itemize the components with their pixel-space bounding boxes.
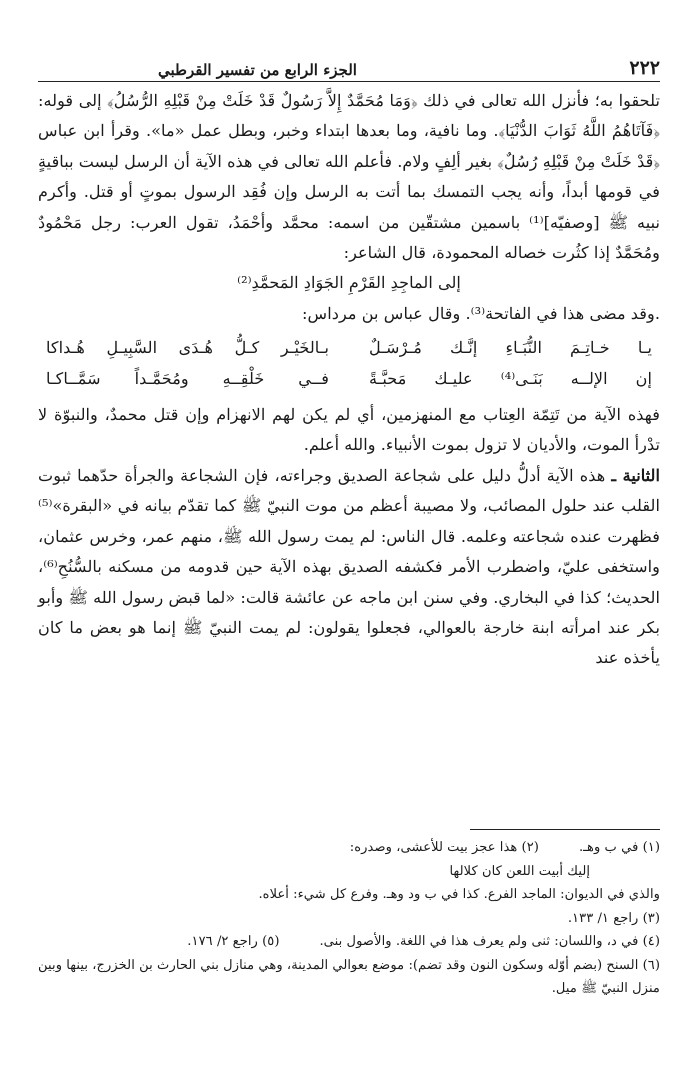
footnote-5: (٥) راجع ٢/ ١٧٦. (187, 934, 280, 949)
paragraph-4-text: هذه الآية أدلُّ دليل على شجاعة الصديق وجراءته، فإن الشجاعة والجرأة حدّهما ثبوت القلب عند حلول المصائب، ولا مصيبة أعظم من موت النبيّ ﷺ كما تقدّم بيانه في «البقرة»⁽⁵⁾ فظهرت عنده شجاعته وعلمه. قال الناس: لم يمت رسول الله ﷺ، منهم عمر، وخرس عثمان، واستخفى عليّ، واضطرب الأمر فكشفه الصديق بهذه الآية حين قدومه من مسكنه بالسُّنُحِ⁽⁶⁾، الحديث؛ كذا في البخاري. وفي سنن ابن ماجه عن عائشة قالت: «لما قبض رسول الله ﷺ وأبو بكر عند امرأته ابنة خارجة بالعوالي، فجعلوا يقولون: لم يمت النبيّ ﷺ إنما هو بعض ما كان يأخذه عند (38, 465, 660, 668)
footnotes (38, 836, 660, 1001)
section-lead: الثانية ـ (611, 465, 660, 485)
paragraph-2: .وقد مضى هذا في الفاتحة⁽³⁾. وقال عباس بن مرداس: (302, 303, 660, 323)
poem-hemistich: بـالخَيْـر كـلُّ هُـدَى السَّبِيـلِ هُـداكا (46, 338, 329, 358)
paragraph-4 (38, 461, 660, 674)
page-number: ٢٢٢ (629, 57, 660, 79)
footnote-2: (٢) هذا عجز بيت للأعشى، وصدره: (349, 840, 539, 855)
footnote-4: (٤) في د، واللسان: ثنى ولم يعرف هذا في اللغة. والأصول بنى. (319, 934, 660, 949)
verse-line: إلى الماجِدِ القَرْمِ الجَوَادِ المَحمَّدِ⁽²⁾ (237, 273, 461, 293)
running-title: الجزء الرابع من تفسير القرطبي (158, 61, 357, 79)
footnote-row (38, 836, 660, 860)
footnote-1: (١) في ب وهـ. (578, 840, 660, 855)
poem-hemistich: إن الإلــه بَنَـى⁽⁴⁾ عليـك مَحبَّـةً (369, 368, 652, 388)
poem (46, 333, 652, 394)
footnote-6: (٦) السنح (بضم أوّله وسكون النون وقد تضم): موضع بعوالي المدينة، وهي منازل بني الحارث بن الخزرج، بينها وبين منزل النبيّ ﷺ ميل. (38, 957, 660, 996)
footnote-row (38, 930, 660, 954)
footnote-2-continued: والذي في الديوان: الماجد الفرع. كذا في ب ود وهـ. وفرع كل شيء: أعلاه. (258, 887, 660, 902)
footnote-2-verse: إليك أبيت اللعن كان كلالها (449, 863, 590, 879)
poem-hemistich: فــي خَلْقِــهِ ومُحَمَّـداً سَمَّــاكـا (46, 368, 329, 388)
paragraph-1: تلحقوا به؛ فأنزل الله تعالى في ذلك ﴿وَمَا مُحَمَّدٌ إِلاَّ رَسُولٌ قَدْ خَلَتْ مِنْ قَبْلِهِ الرُّسُلُ﴾ إلى قوله: ﴿فَآتَاهُمُ اللَّهُ ثَوَابَ الدُّنْيَا﴾. وما نافية، وما بعدها ابتداء وخبر، وبطل عمل «ما». وقرأ ابن عباس ﴿قَدْ خَلَتْ مِنْ قَبْلِهِ رُسُلٌ﴾ بغير ألِفٍ ولام. فأعلم الله تعالى في هذه الآية أن الرسل ليست بباقيةٍ في قومها أبداً، وأنه يجب التمسك بما أتت به الرسل وإن فُقِد الرسول بموتٍ أو قتل. وأكرم نبيه ﷺ [وصفيّه]⁽¹⁾ باسمين مشتقّين من اسمه: محمَّد وأحْمَدُ، تقول العرب: رجل مَحْمُودٌ ومُحَمَّدٌ إذا كثُرت خصاله المحمودة، قال الشاعر: (38, 91, 660, 263)
page-header (38, 50, 660, 82)
poem-hemistich: يـا خـاتِـمَ النُّبَـاءِ إنَّـك مُـرْسَـلٌ (369, 338, 652, 358)
footnote-divider (470, 829, 660, 830)
paragraph-3: فهذه الآية من تَتِمّة العِتاب مع المنهزمين، أي لم يكن لهم الانهزام وإن قتل محمدٌ، والنبوّة لا تدْرأ الموت، والأديان لا تزول بموت الأنبياء. والله أعلم. (38, 405, 660, 455)
main-text (38, 86, 660, 674)
footnote-3: (٣) راجع ١/ ١٣٣. (567, 910, 660, 926)
